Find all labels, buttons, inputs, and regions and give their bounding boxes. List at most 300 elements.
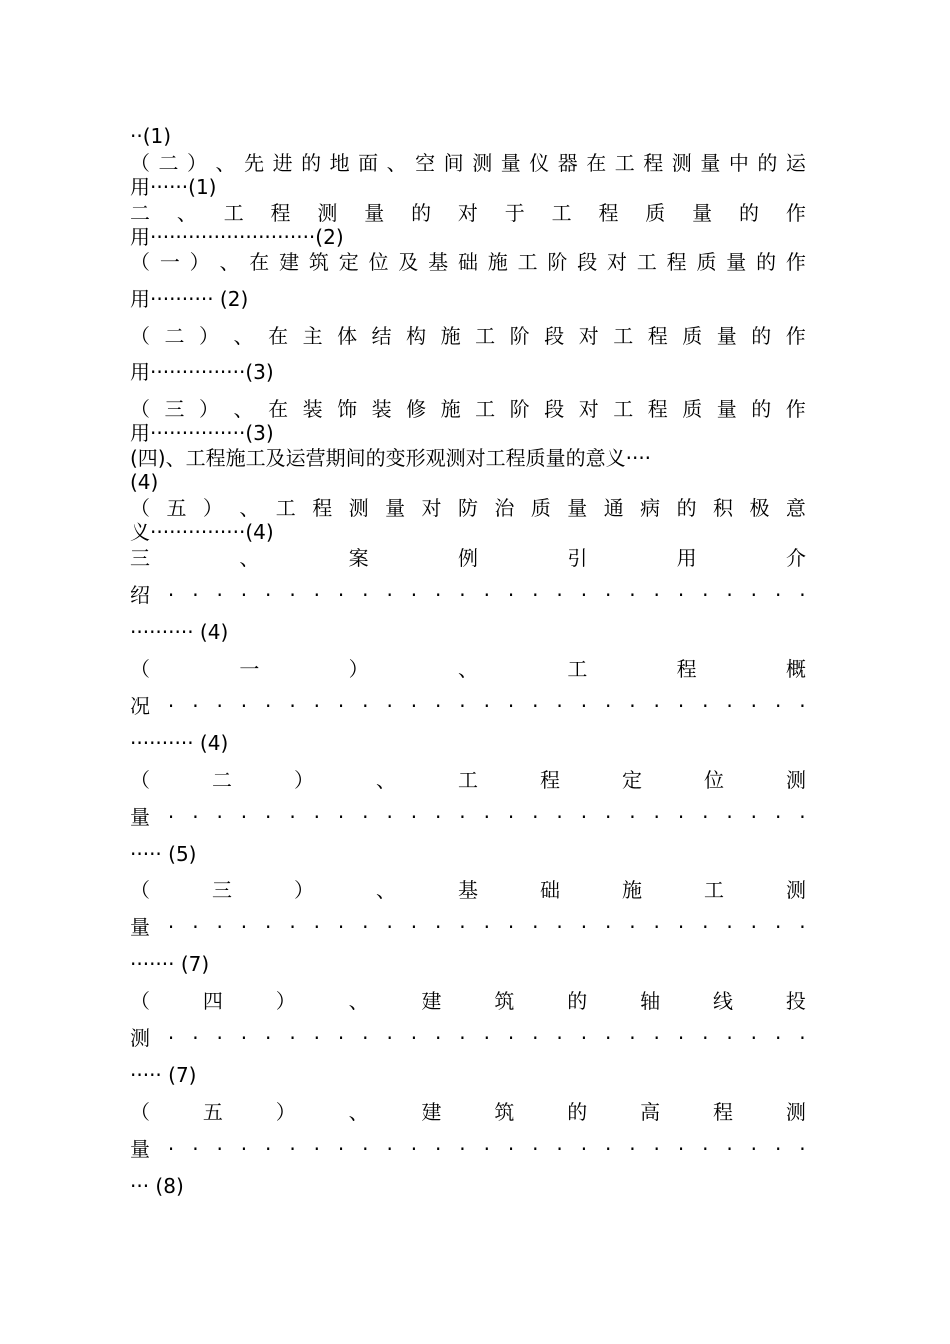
toc-glyph: 测 (317, 201, 338, 225)
toc-glyph: 引 (567, 546, 588, 570)
toc-line-23 (130, 805, 806, 829)
toc-glyph: 工 (275, 496, 296, 520)
toc-glyph: 阶 (547, 250, 568, 274)
toc-glyph: · (726, 1026, 733, 1050)
toc-glyph: · (774, 805, 782, 829)
toc-glyph: 在 (268, 324, 289, 348)
toc-glyph: · (410, 694, 418, 718)
toc-glyph: 量 (130, 805, 150, 829)
toc-glyph: · (459, 1026, 466, 1050)
toc-glyph: 程 (540, 768, 560, 792)
toc-glyph: 作 (785, 397, 806, 421)
toc-line-28 (130, 989, 806, 1013)
toc-line-26 (130, 915, 806, 939)
toc-glyph: 病 (640, 496, 661, 520)
toc-glyph: 工 (551, 201, 572, 225)
toc-glyph: · (507, 1137, 515, 1161)
toc-glyph: · (435, 1137, 442, 1161)
toc-glyph: 质 (696, 250, 717, 274)
toc-glyph: （ (130, 657, 150, 681)
toc-glyph: · (604, 583, 612, 607)
toc-glyph: 三 (164, 397, 185, 421)
toc-glyph: · (337, 1137, 345, 1161)
toc-glyph: · (483, 805, 490, 829)
toc-glyph: 构 (406, 324, 427, 348)
toc-glyph: 五 (202, 1100, 223, 1124)
toc-glyph: 础 (540, 878, 560, 902)
toc-glyph: · (629, 1137, 636, 1161)
toc-glyph: · (362, 1137, 369, 1161)
toc-line-21: ·········· (4) (130, 731, 229, 755)
toc-glyph: 量 (364, 201, 385, 225)
toc-glyph: · (313, 1137, 320, 1161)
toc-glyph: （ (130, 878, 150, 902)
toc-glyph: 先 (244, 151, 265, 175)
toc-glyph: · (289, 583, 296, 607)
toc-glyph: · (750, 583, 758, 607)
toc-glyph: 对 (578, 397, 599, 421)
toc-glyph: · (313, 1026, 320, 1050)
toc-glyph: 装 (302, 397, 323, 421)
toc-line-4 (130, 201, 806, 225)
toc-glyph: 程 (713, 1100, 733, 1124)
toc-glyph: · (726, 694, 733, 718)
toc-glyph: 基 (458, 878, 478, 902)
toc-glyph: 程 (647, 324, 668, 348)
toc-glyph: · (799, 915, 806, 939)
toc-glyph: · (799, 1137, 806, 1161)
toc-glyph: 程 (598, 201, 619, 225)
toc-glyph: 工 (223, 201, 244, 225)
toc-glyph: 测 (786, 878, 806, 902)
toc-glyph: · (337, 583, 345, 607)
toc-glyph: 防 (457, 496, 478, 520)
toc-line-8 (130, 324, 806, 348)
toc-glyph: · (799, 694, 806, 718)
toc-glyph: · (653, 694, 660, 718)
toc-glyph: 量 (500, 151, 521, 175)
toc-glyph: · (774, 1026, 782, 1050)
toc-glyph: 、 (457, 657, 478, 681)
toc-glyph: · (240, 1026, 248, 1050)
toc-glyph: 定 (338, 250, 359, 274)
toc-line-33: ··· (8) (130, 1174, 184, 1198)
toc-glyph: 的 (751, 324, 772, 348)
toc-glyph: · (167, 805, 175, 829)
toc-glyph: 对 (578, 324, 599, 348)
toc-glyph: · (362, 915, 369, 939)
toc-glyph: 作 (785, 324, 806, 348)
toc-glyph: 质 (682, 397, 703, 421)
toc-glyph: · (653, 1137, 660, 1161)
toc-glyph: · (167, 1137, 175, 1161)
toc-glyph: 主 (302, 324, 323, 348)
toc-line-17 (130, 583, 806, 607)
toc-glyph: 结 (371, 324, 392, 348)
toc-glyph: · (265, 1137, 272, 1161)
toc-glyph: · (750, 694, 758, 718)
toc-glyph: 的 (756, 250, 777, 274)
toc-glyph: · (192, 694, 199, 718)
toc-glyph: · (799, 1026, 806, 1050)
toc-glyph: · (289, 1137, 296, 1161)
toc-glyph: 筑 (494, 1100, 515, 1124)
toc-glyph: · (386, 694, 393, 718)
toc-glyph: · (192, 805, 199, 829)
toc-line-14 (130, 496, 806, 520)
toc-glyph: · (459, 1137, 466, 1161)
toc-glyph: 工 (613, 397, 634, 421)
toc-glyph: （ (130, 324, 150, 348)
toc-glyph: · (726, 583, 733, 607)
toc-glyph: 在 (249, 250, 270, 274)
toc-glyph: · (435, 915, 442, 939)
toc-glyph: 线 (713, 989, 733, 1013)
toc-glyph: 程 (270, 201, 291, 225)
toc-glyph: · (556, 1026, 563, 1050)
toc-glyph: · (774, 583, 782, 607)
toc-glyph: · (677, 915, 685, 939)
toc-glyph: 基 (428, 250, 449, 274)
toc-glyph: 量 (700, 151, 721, 175)
toc-glyph: ） (294, 768, 314, 792)
toc-glyph: 工 (475, 397, 496, 421)
toc-glyph: · (337, 1026, 345, 1050)
toc-glyph: 体 (337, 324, 358, 348)
toc-glyph: · (750, 1137, 758, 1161)
toc-glyph: 质 (530, 496, 551, 520)
toc-glyph: · (435, 1026, 442, 1050)
toc-glyph: 量 (716, 397, 737, 421)
toc-line-6 (130, 250, 806, 274)
toc-glyph: 段 (544, 397, 565, 421)
toc-glyph: · (653, 1026, 660, 1050)
toc-glyph: 筑 (308, 250, 329, 274)
toc-glyph: · (167, 1026, 175, 1050)
toc-glyph: · (483, 583, 490, 607)
toc-line-13: (4) (130, 470, 159, 494)
toc-line-20 (130, 694, 806, 718)
toc-glyph: 的 (301, 151, 322, 175)
toc-glyph: （ (130, 1100, 150, 1124)
toc-glyph: ） (189, 250, 210, 274)
toc-glyph: 的 (751, 397, 772, 421)
toc-glyph: · (216, 915, 223, 939)
toc-glyph: · (556, 694, 563, 718)
toc-glyph: 程 (666, 250, 687, 274)
toc-line-29 (130, 1026, 806, 1050)
toc-glyph: · (386, 1026, 393, 1050)
toc-glyph: · (702, 583, 709, 607)
toc-glyph: · (677, 583, 685, 607)
toc-glyph: · (313, 694, 320, 718)
toc-glyph: （ (130, 151, 150, 175)
toc-glyph: 案 (348, 546, 369, 570)
toc-glyph: · (167, 694, 175, 718)
toc-glyph: 于 (504, 201, 525, 225)
toc-glyph: 一 (159, 250, 180, 274)
toc-line-30: ····· (7) (130, 1063, 197, 1087)
toc-glyph: 量 (130, 915, 150, 939)
toc-glyph: · (677, 805, 685, 829)
toc-glyph: 量 (692, 201, 713, 225)
toc-glyph: 极 (749, 496, 770, 520)
toc-glyph: · (483, 915, 490, 939)
toc-glyph: · (435, 694, 442, 718)
toc-glyph: 施 (440, 324, 461, 348)
toc-glyph: · (216, 1137, 223, 1161)
toc-glyph: 测 (472, 151, 493, 175)
toc-glyph: · (362, 805, 369, 829)
toc-glyph: 建 (421, 989, 442, 1013)
toc-glyph: 进 (272, 151, 293, 175)
toc-glyph: 高 (640, 1100, 661, 1124)
toc-glyph: ） (275, 989, 296, 1013)
toc-glyph: · (532, 583, 539, 607)
toc-line-22 (130, 768, 806, 792)
toc-glyph: 绍 (130, 583, 150, 607)
toc-glyph: 运 (785, 151, 806, 175)
toc-line-5: 用··························(2) (130, 225, 344, 249)
toc-glyph: · (216, 1026, 223, 1050)
toc-glyph: 面 (358, 151, 379, 175)
toc-line-31 (130, 1100, 806, 1124)
toc-glyph: 积 (713, 496, 733, 520)
toc-glyph: ） (348, 657, 369, 681)
toc-glyph: ） (202, 496, 223, 520)
toc-glyph: 二 (130, 201, 150, 225)
toc-glyph: 器 (557, 151, 578, 175)
toc-glyph: · (386, 805, 393, 829)
toc-glyph: · (337, 915, 345, 939)
toc-glyph: · (483, 1137, 490, 1161)
toc-glyph: · (604, 1026, 612, 1050)
toc-glyph: 、 (376, 878, 396, 902)
toc-glyph: · (507, 1026, 515, 1050)
toc-glyph: · (289, 805, 296, 829)
toc-line-12: (四)、工程施工及运营期间的变形观测对工程质量的意义···· (130, 446, 652, 470)
toc-glyph: 在 (586, 151, 607, 175)
toc-glyph: 量 (567, 496, 588, 520)
toc-glyph: 质 (645, 201, 666, 225)
toc-glyph: · (556, 583, 563, 607)
toc-glyph: 的 (676, 496, 697, 520)
toc-glyph: · (507, 915, 515, 939)
toc-glyph: 础 (457, 250, 478, 274)
toc-glyph: 施 (440, 397, 461, 421)
toc-glyph: 测 (786, 768, 806, 792)
toc-glyph: · (532, 1026, 539, 1050)
toc-glyph: 二 (158, 151, 179, 175)
toc-glyph: · (265, 1026, 272, 1050)
toc-glyph: · (604, 1137, 612, 1161)
toc-glyph: · (556, 1137, 563, 1161)
toc-glyph: · (435, 583, 442, 607)
toc-glyph: 工 (613, 324, 634, 348)
toc-glyph: 用 (676, 546, 697, 570)
toc-glyph: · (240, 694, 248, 718)
toc-glyph: · (192, 915, 199, 939)
toc-line-3: 用······(1) (130, 175, 217, 199)
toc-glyph: · (507, 805, 515, 829)
toc-glyph: 、 (376, 768, 396, 792)
toc-glyph: ） (199, 397, 220, 421)
toc-glyph: 、 (239, 546, 260, 570)
toc-glyph: 四 (202, 989, 223, 1013)
toc-glyph: 程 (676, 657, 697, 681)
toc-glyph: 程 (312, 496, 333, 520)
toc-glyph: 施 (622, 878, 642, 902)
toc-glyph: · (216, 583, 223, 607)
toc-glyph: 质 (682, 324, 703, 348)
toc-glyph: · (629, 583, 636, 607)
toc-glyph: · (629, 694, 636, 718)
toc-glyph: · (289, 915, 296, 939)
toc-glyph: · (532, 694, 539, 718)
toc-glyph: 量 (130, 1137, 150, 1161)
toc-glyph: ） (294, 878, 314, 902)
toc-glyph: · (726, 805, 733, 829)
toc-glyph: · (483, 1026, 490, 1050)
toc-glyph: 测 (348, 496, 369, 520)
toc-glyph: · (410, 915, 418, 939)
toc-line-2 (130, 151, 806, 175)
toc-glyph: 测 (785, 1100, 806, 1124)
toc-glyph: 的 (411, 201, 432, 225)
toc-glyph: · (240, 1137, 248, 1161)
toc-glyph: · (702, 1026, 709, 1050)
toc-glyph: 、 (219, 250, 240, 274)
toc-glyph: · (507, 694, 515, 718)
toc-glyph: · (410, 1026, 418, 1050)
toc-glyph: · (337, 694, 345, 718)
toc-glyph: 对 (421, 496, 442, 520)
toc-glyph: 概 (785, 657, 806, 681)
toc-glyph: · (580, 915, 588, 939)
toc-glyph: · (580, 1137, 588, 1161)
toc-glyph: · (774, 694, 782, 718)
toc-glyph: · (580, 583, 588, 607)
toc-glyph: 轴 (640, 989, 661, 1013)
toc-glyph: 、 (233, 397, 254, 421)
toc-glyph: · (702, 694, 709, 718)
toc-glyph: · (410, 583, 418, 607)
toc-glyph: 段 (544, 324, 565, 348)
toc-glyph: · (532, 805, 539, 829)
toc-glyph: 况 (130, 694, 150, 718)
toc-glyph: · (410, 805, 418, 829)
toc-glyph: · (240, 805, 248, 829)
toc-glyph: · (167, 583, 175, 607)
toc-glyph: · (192, 583, 199, 607)
toc-glyph: 工 (704, 878, 724, 902)
toc-line-9: 用···············(3) (130, 360, 274, 384)
toc-glyph: · (337, 805, 345, 829)
toc-glyph: · (435, 805, 442, 829)
toc-glyph: 量 (716, 324, 737, 348)
toc-glyph: 、 (348, 1100, 369, 1124)
toc-glyph: · (702, 1137, 709, 1161)
toc-glyph: 工 (636, 250, 657, 274)
toc-glyph: 的 (757, 151, 778, 175)
toc-glyph: 三 (130, 546, 150, 570)
toc-line-32 (130, 1137, 806, 1161)
toc-glyph: · (750, 805, 758, 829)
toc-glyph: 、 (215, 151, 236, 175)
toc-glyph: 的 (738, 201, 759, 225)
toc-glyph: 位 (704, 768, 724, 792)
toc-glyph: （ (130, 768, 150, 792)
toc-line-10 (130, 397, 806, 421)
toc-glyph: · (216, 805, 223, 829)
toc-glyph: 阶 (509, 324, 530, 348)
toc-glyph: 阶 (509, 397, 530, 421)
toc-glyph: 间 (443, 151, 464, 175)
toc-glyph: · (604, 694, 612, 718)
toc-glyph: · (386, 1137, 393, 1161)
toc-glyph: · (265, 694, 272, 718)
toc-glyph: ） (187, 151, 208, 175)
toc-glyph: · (265, 583, 272, 607)
toc-glyph: · (167, 915, 175, 939)
toc-glyph: · (629, 915, 636, 939)
toc-glyph: ） (199, 324, 220, 348)
toc-glyph: · (653, 583, 660, 607)
toc-glyph: 建 (279, 250, 300, 274)
toc-glyph: 意 (785, 496, 806, 520)
toc-glyph: · (653, 805, 660, 829)
toc-glyph: 二 (164, 324, 185, 348)
toc-glyph: 施 (487, 250, 508, 274)
toc-glyph: · (799, 583, 806, 607)
toc-glyph: 例 (457, 546, 478, 570)
toc-glyph: 一 (239, 657, 260, 681)
toc-glyph: · (410, 1137, 418, 1161)
toc-glyph: · (702, 915, 709, 939)
toc-glyph: · (677, 694, 685, 718)
toc-glyph: （ (130, 496, 150, 520)
toc-glyph: · (580, 805, 588, 829)
toc-glyph: 工 (567, 657, 588, 681)
toc-glyph: · (774, 915, 782, 939)
toc-glyph: · (604, 805, 612, 829)
toc-glyph: · (580, 1026, 588, 1050)
toc-glyph: 对 (457, 201, 478, 225)
toc-glyph: 装 (371, 397, 392, 421)
toc-glyph: 筑 (494, 989, 515, 1013)
toc-glyph: （ (130, 250, 150, 274)
toc-glyph: 、 (386, 151, 407, 175)
toc-glyph: 、 (348, 989, 369, 1013)
toc-glyph: 的 (567, 989, 588, 1013)
toc-glyph: · (313, 915, 320, 939)
toc-glyph: · (313, 583, 320, 607)
toc-glyph: · (459, 694, 466, 718)
toc-glyph: 治 (494, 496, 515, 520)
toc-glyph: · (313, 805, 320, 829)
toc-glyph: · (726, 1137, 733, 1161)
toc-line-15: 义···············(4) (130, 520, 274, 544)
toc-line-24: ····· (5) (130, 842, 197, 866)
toc-glyph: · (362, 1026, 369, 1050)
toc-glyph: · (750, 915, 758, 939)
toc-line-16 (130, 546, 806, 570)
toc-glyph: · (362, 583, 369, 607)
toc-glyph: 定 (622, 768, 642, 792)
toc-glyph: 对 (607, 250, 627, 274)
toc-glyph: 三 (212, 878, 232, 902)
toc-glyph: 量 (726, 250, 747, 274)
